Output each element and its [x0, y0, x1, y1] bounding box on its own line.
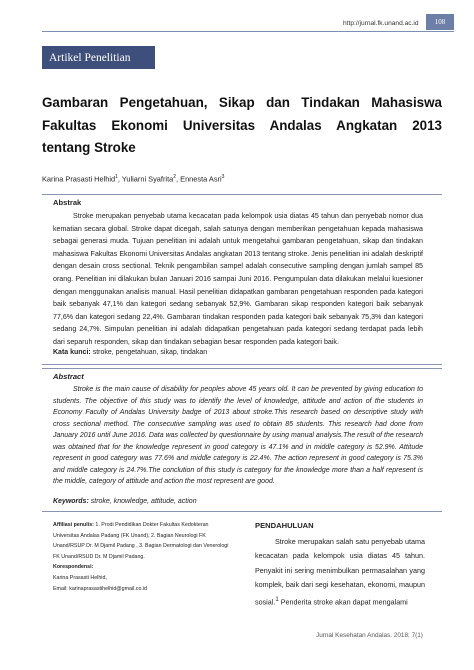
affiliation-text: 1. Prodi Pendidikan Dokter Fakultas Kedokteran Universitas Andalas Padang (FK Unand), 2. Bagian Neurologi FK Unand/RSUP Dr. M Djamil Padang , 3. Bagian Dermatologi dan Venerologi FK Unand/RSUD Dr. M Djamil Padang. — [53, 522, 229, 560]
keywords-text: stroke, pengetahuan, sikap, tindakan — [92, 349, 208, 356]
abstract-label: Abstract — [53, 372, 84, 381]
author-name: Ennesta Asri — [180, 174, 222, 184]
pendahuluan-paragraph — [255, 535, 425, 609]
abstrak-keywords — [53, 349, 207, 356]
abstrak-body — [53, 210, 423, 349]
affiliations-block — [53, 520, 233, 594]
author-sup: 1 — [115, 174, 118, 180]
title-line-3: tentang Stroke — [42, 140, 136, 155]
author-sup: 2 — [173, 174, 177, 180]
journal-footer: Jurnal Kesehatan Andalas. 2018; 7(1) — [316, 632, 423, 639]
header-divider — [42, 31, 454, 32]
author-name: Yuliarni Syafrita — [121, 174, 174, 184]
author-sup: 3 — [221, 174, 225, 180]
article-title — [42, 92, 442, 160]
correspondence-label: Korespondensi: — [53, 564, 94, 571]
abstrak-label: Abstrak — [53, 198, 82, 207]
abstract-bottom-rule — [42, 511, 442, 512]
keywords-text: stroke, knowledge, attitude, action — [90, 498, 197, 505]
abstract-body — [53, 384, 423, 488]
pendahuluan-text: Stroke merupakan salah satu penyebab utama kecacatan pada kelompok usia diatas 45 tahun. Penyakit ini sering menimbulkan permasalahan yang komplek, baik dari segi kesehatan, ekonomi, maupun sosial. — [255, 537, 425, 607]
title-line-2: Fakultas Ekonomi Universitas Andalas Angkatan 2013 — [42, 117, 442, 133]
abstract-paragraph: Stroke is the main cause of disability for peoples above 45 years old. It can be prevented by giving education to students. The objective of this study was to identify the level of knowledge, attitude and action of the students in Economy Faculty of Andalas University badge of 2013 about stroke.This research based on descriptive study with cross sectional method. The consecutive sampling was used to obtain 85 students. This research had done from January 2016 until June 2016. Data was collected by questionnaire by using manual analysis.The result of the research was obtained that for the knowledge represent in good category is 47.1% and in middle category is 52.9%. Attitude represent in good category was 77.6% and middle category is 22.4%. The action represent in good category is 75.3% and middle category is 24.7%.The conclution of this study is category for the knowledge more than a half represent is the middle, category of attitude and action the most represent are good. — [53, 386, 423, 485]
author-list: Karina Prasasti Helhid$^1$, Yuliarni Syafrita$^2$, Ennesta Asri$^3$ — [42, 174, 225, 184]
title-line-1: Gambaran Pengetahuan, Sikap dan Tindakan Mahasiswa — [42, 95, 442, 110]
citation-sup: 1 — [275, 596, 279, 603]
affiliation-label: Affiliasi penulis: — [53, 522, 94, 528]
author-name: Karina Prasasti Helhid — [42, 174, 116, 184]
pendahuluan-text-cont: Penderita stroke akan dapat mengalami — [278, 597, 408, 607]
pendahuluan-title: PENDAHULUAN — [255, 521, 314, 530]
correspondence-name: Karina Prasasti Helhid, — [53, 574, 107, 581]
section-tag: Artikel Penelitian — [42, 46, 155, 69]
pendahuluan-body — [255, 535, 425, 609]
keywords-label: Keywords: — [53, 498, 89, 505]
page-number: 108 — [426, 14, 454, 30]
keywords-label: Kata kunci: — [53, 349, 91, 356]
abstrak-paragraph: Stroke merupakan penyebab utama kecacatan pada kelompok usia diatas 45 tahun dan penyebab nomor dua kematian secara global. Stroke dapat dicegah, salah satunya dengan memberikan pengetahuan kepada mahasiswa sebagai generasi muda. Tujuan penelitian ini adalah untuk mengetahui gambaran pengetahuan, sikap dan tindakan mahasiswa Fakultas Ekonomi Universitas Andalas angkatan 2013 tentang stroke. Jenis penelitian ini adalah deskriptif dengan desain cross sectional. Teknik pengambilan sampel adalah consecutive sampling dengan jumlah sampel 85 orang. Penelitian ini dilakukan bulan Januari 2016 sampai Juni 2016. Pengumpulan data dilakukan melalui kuesioner dengan menggunakan analisis manual. Hasil penelitian didapatkan gambaran pengetahuan responden pada kategori baik sebanyak 47,1% dan kategori sedang sebanyak 52,9%. Gambaran sikap responden kategori baik sebanyak 77,6% dan kategori sedang 22,4%. Gambaran tindakan responden pada kategori baik sebanyak 75,3% dan kategori sedang 24,7%. Simpulan penelitian ini adalah didapatkan pengetahuan pada kategori sedang terdapat pada lebih dari separuh responden, sikap dan tindakan sebagian besar responden pada kategori baik. — [53, 212, 423, 346]
abstract-keywords — [53, 498, 197, 505]
abstract-top-rule — [42, 368, 442, 369]
correspondence-email[interactable]: Email: karinaprasastihelhid@gmail.co.id — [53, 585, 147, 592]
abstrak-top-rule — [42, 194, 442, 195]
abstrak-bottom-rule — [42, 364, 442, 365]
journal-url[interactable]: http://jurnal.fk.unand.ac.id — [343, 20, 419, 27]
